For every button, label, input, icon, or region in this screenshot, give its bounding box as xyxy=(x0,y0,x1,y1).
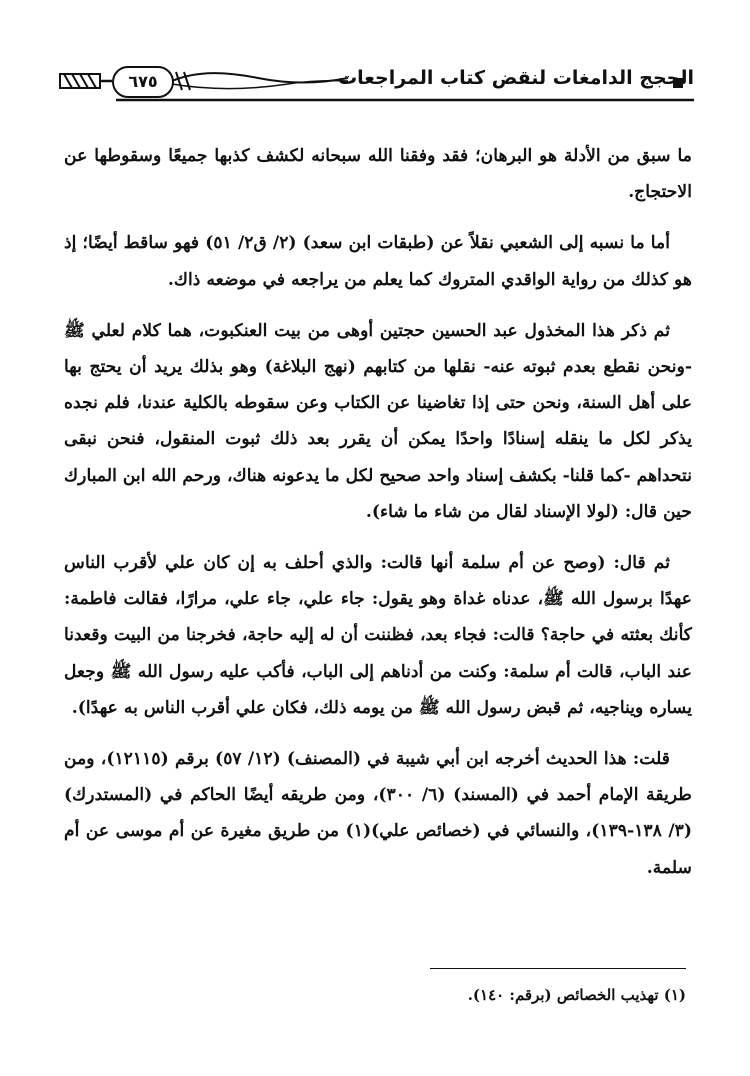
paragraph: أما ما نسبه إلى الشعبي نقلاً عن (طبقات ابن سعد) (٢/ ق٢/ ٥١) فهو ساقط أيضًا؛ إذ هو كذلك من رواية الواقدي المتروك كما يعلم من يراجعه في موضعه ذاك. xyxy=(64,233,692,290)
page-number: ٦٧٥ xyxy=(112,66,174,98)
book-title: الحجج الدامغات لنقض كتاب المراجعات xyxy=(338,67,694,89)
paragraph: ثم ذكر هذا المخذول عبد الحسين حجتين أوهى من بيت العنكبوت، هما كلام لعلي ﷺ -ونحن نقطع بعدم ثبوته عنه- نقلها من كتابهم (نهج البلاغة) وهو بذلك يريد أن يحتج بها على أهل السنة، ونحن حتى إذا تغاضينا عن الكتاب وعن سقوطه بالكلية عندنا، فلم نجده يذكر لكل ما ينقله إسنادًا واحدًا يمكن أن يقرر بعد ذلك ثبوت المنقول، فنحن نبقى نتحداهم -كما قلنا- بكشف إسناد واحد صحيح لكل ما يدعونه هناك، ورحم الله ابن المبارك حين قال: (لولا الإسناد لقال من شاء ما شاء). xyxy=(64,320,692,522)
footnote: (١) تهذيب الخصائص (برقم: ١٤٠). xyxy=(467,986,686,1004)
running-header xyxy=(58,60,694,104)
paragraph: ثم قال: (وصح عن أم سلمة أنها قالت: والذي أحلف به إن كان علي لأقرب الناس عهدًا برسول الله ﷺ، عدناه غداة وهو يقول: جاء علي، جاء علي، مرارًا، فقالت فاطمة: كأنك بعثته في حاجة؟ قالت: فجاء بعد، فظننت أن له إليه حاجة، فخرجنا من البيت وقعدنا عند الباب، قالت أم سلمة: وكنت من أدناهم إلى الباب، فأكب عليه رسول الله ﷺ وجعل يساره ويناجيه، ثم قبض رسول الله ﷺ من يومه ذلك، فكان علي أقرب الناس به عهدًا). xyxy=(64,553,692,718)
paragraph: ما سبق من الأدلة هو البرهان؛ فقد وفقنا الله سبحانه لكشف كذبها جميعًا وسقوطها عن الاحتجاج. xyxy=(64,146,692,203)
paragraph: قلت: هذا الحديث أخرجه ابن أبي شيبة في (المصنف) (١٢/ ٥٧) برقم (١٢١١٥)، ومن طريقة الإمام أحمد في (المسند) (٦/ ٣٠٠)، ومن طريقه أيضًا الحاكم في (المستدرك) (٣/ ١٣٨-١٣٩)، والنسائي في (خصائص علي)(١) من طريق مغيرة عن أم موسى عن أم سلمة. xyxy=(64,749,692,878)
main-text xyxy=(64,138,692,901)
footnote-divider xyxy=(430,968,686,969)
